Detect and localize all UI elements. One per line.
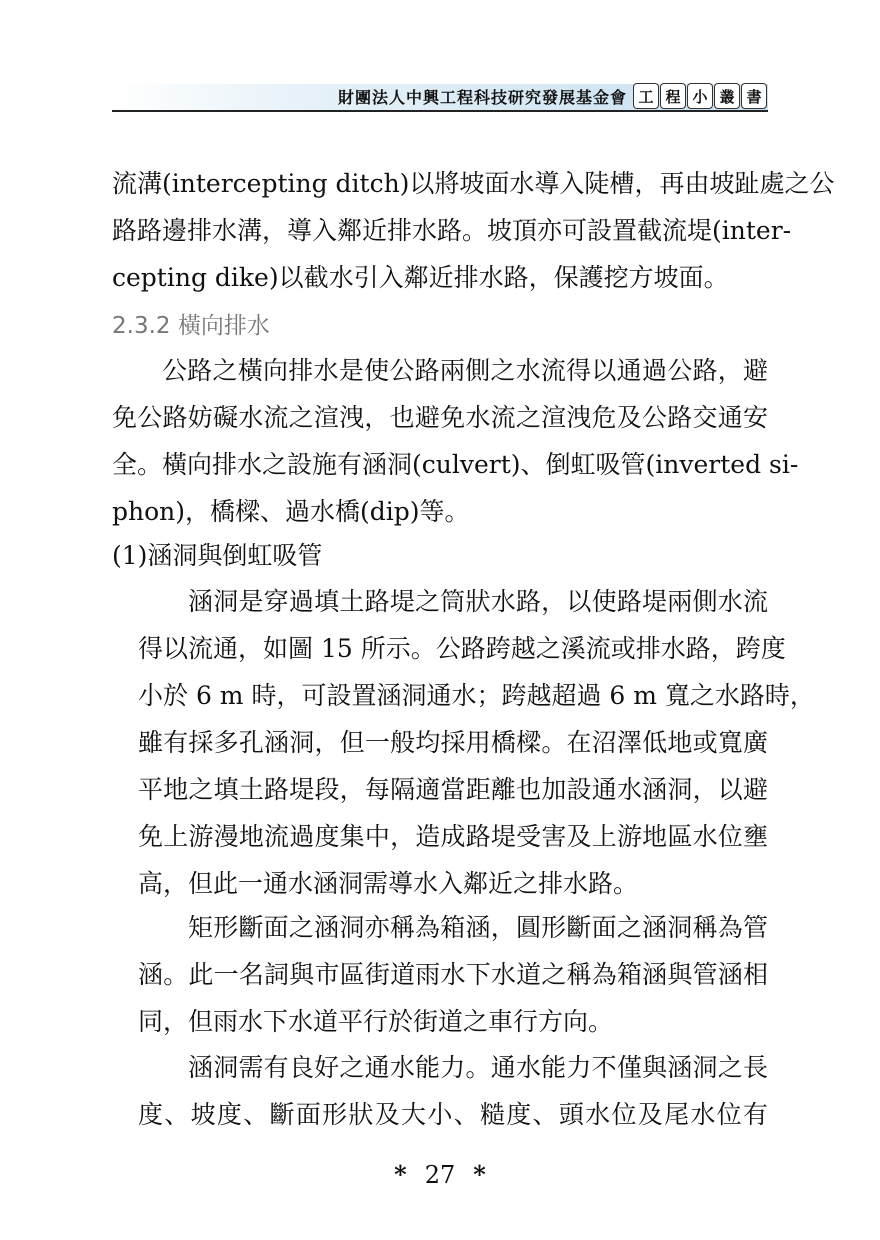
footer-star-icon: * <box>473 1160 486 1189</box>
subheading: (1)涵洞與倒虹吸管 <box>112 541 323 570</box>
body-line: 涵洞需有良好之通水能力。通水能力不僅與涵洞之長 <box>188 1053 768 1082</box>
body-line: 免上游漫地流過度集中，造成路堤受害及上游地區水位壅 <box>138 822 768 851</box>
body-line: 矩形斷面之涵洞亦稱為箱涵，圓形斷面之涵洞稱為管 <box>188 913 768 942</box>
series-char: 工 <box>633 83 659 109</box>
section-heading: 2.3.2 橫向排水 <box>112 313 270 339</box>
body-line: 涵洞是穿過填土路堤之筒狀水路，以使路堤兩側水流 <box>188 587 768 616</box>
series-char: 小 <box>687 83 713 109</box>
page-number-footer <box>0 1160 880 1190</box>
body-line: 小於 6 m 時，可設置涵洞通水；跨越超過 6 m 寬之水路時， <box>138 681 815 710</box>
body-line: 雖有採多孔涵洞，但一般均採用橋樑。在沼澤低地或寬廣 <box>138 728 768 757</box>
page-number: 27 <box>424 1161 456 1189</box>
footer-star-icon: * <box>394 1160 407 1189</box>
body-line: 同，但雨水下水道平行於街道之車行方向。 <box>138 1007 614 1036</box>
series-char: 程 <box>660 83 686 109</box>
body-line: 涵。此一名詞與市區街道雨水下水道之稱為箱涵與管涵相 <box>138 960 768 989</box>
body-line: 度、坡度、斷面形狀及大小、糙度、頭水位及尾水位有 <box>138 1100 768 1129</box>
body-line: 公路之橫向排水是使公路兩側之水流得以通過公路，避 <box>162 356 768 385</box>
body-line: 得以流通，如圖 15 所示。公路跨越之溪流或排水路，跨度 <box>138 634 786 663</box>
body-line: 免公路妨礙水流之渲洩，也避免水流之渲洩危及公路交通安 <box>112 403 768 432</box>
body-line: 高，但此一通水涵洞需導水入鄰近之排水路。 <box>138 869 639 898</box>
body-line: phon)，橋樑、過水橋(dip)等。 <box>112 497 470 526</box>
header-organization: 財團法人中興工程科技研究發展基金會 <box>337 88 627 107</box>
header-rule <box>112 110 768 112</box>
series-char: 書 <box>741 83 767 109</box>
body-line: 流溝(intercepting ditch)以將坡面水導入陡槽，再由坡趾處之公 <box>112 169 835 198</box>
body-line: 平地之填土路堤段，每隔適當距離也加設通水涵洞，以避 <box>138 775 768 804</box>
series-char: 叢 <box>714 83 740 109</box>
body-line: 路路邊排水溝，導入鄰近排水路。坡頂亦可設置截流堤(inter- <box>112 216 792 245</box>
body-line: 全。橫向排水之設施有涵洞(culvert)、倒虹吸管(inverted si- <box>112 450 799 479</box>
series-logo <box>633 83 768 109</box>
body-line: cepting dike)以截水引入鄰近排水路，保護挖方坡面。 <box>112 263 729 292</box>
